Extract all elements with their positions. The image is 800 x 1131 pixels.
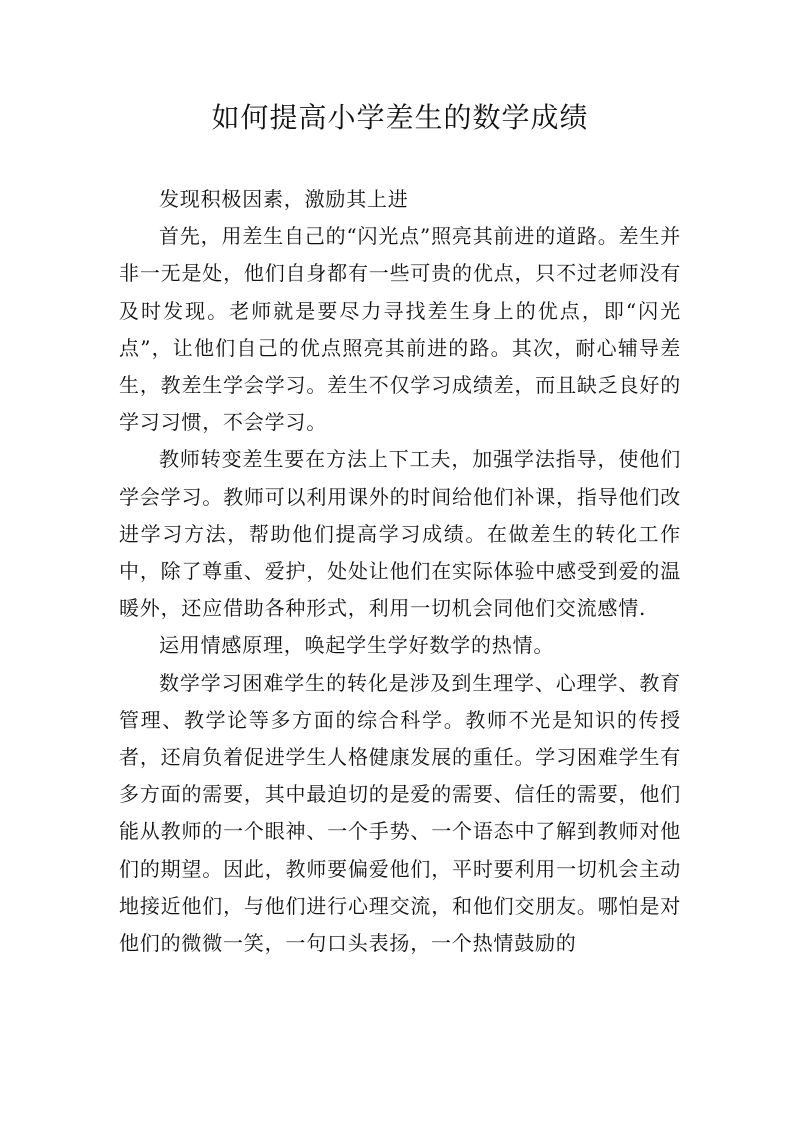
paragraph-learning-methods: 教师转变差生要在方法上下工夫，加强学法指导，使他们学会学习。教师可以利用课外的时间给他们补课，指导他们改进学习方法，帮助他们提高学习成绩。在做差生的转化工作中，除了尊重、爱护，处处让他们在实际体验中感受到爱的温暖外，还应借助各种形式，利用一切机会同他们交流感情.	[119, 447, 681, 621]
section-heading-positive-factors: 发现积极因素，激励其上进	[159, 187, 409, 211]
page-title: 如何提高小学差生的数学成绩	[211, 101, 589, 134]
section-heading-emotion-principle: 运用情感原理，唤起学生学好数学的热情。	[159, 633, 555, 658]
paragraph-highlights: 首先，用差生自己的“闪光点”照亮其前进的道路。差生并非一无是处，他们自身都有一些可贵的优点，只不过老师没有及时发现。老师就是要尽力寻找差生身上的优点，即“闪光点”，让他们自己的优点照亮其前进的路。其次，耐心辅导差生，教差生学会学习。差生不仅学习成绩差，而且缺乏良好的学习习惯，不会学习。	[119, 224, 681, 435]
document-body	[119, 181, 681, 962]
paragraph-learning-difficulties: 数学学习困难学生的转化是涉及到生理学、心理学、教育管理、教学论等多方面的综合科学。教师不光是知识的传授者，还肩负着促进学生人格健康发展的重任。学习困难学生有多方面的需要，其中最迫切的是爱的需要、信任的需要，他们能从教师的一个眼神、一个手势、一个语态中了解到教师对他们的期望。因此，教师要偏爱他们，平时要利用一切机会主动地接近他们，与他们进行心理交流，和他们交朋友。哪怕是对他们的微微一笑，一句口头表扬，一个热情鼓励的	[119, 670, 681, 956]
